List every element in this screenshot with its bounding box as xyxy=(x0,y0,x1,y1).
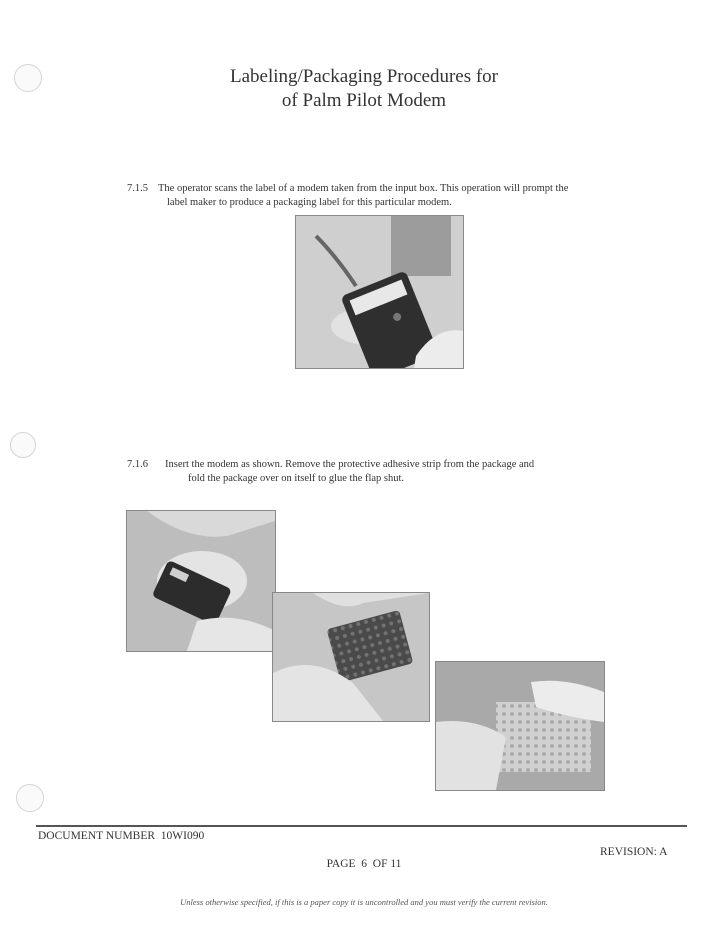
photo-scanning-modem xyxy=(295,215,464,369)
photo-fold-package xyxy=(435,661,605,791)
footer-divider xyxy=(36,825,687,827)
step-text-line-2: fold the package over on itself to glue the flap shut. xyxy=(188,473,405,484)
revision: REVISION: A xyxy=(600,846,668,858)
step-text-line-1: Insert the modem as shown. Remove the protective adhesive strip from the package and xyxy=(165,459,535,470)
page-number: PAGE 6 OF 11 xyxy=(326,858,402,870)
punch-hole-bottom xyxy=(16,784,44,812)
photo-insert-modem xyxy=(126,510,276,652)
step-text-line-2: label maker to produce a packaging label for this particular modem. xyxy=(167,197,452,208)
step-number: 7.1.5 xyxy=(127,183,148,194)
document-number: DOCUMENT NUMBER 10WI090 xyxy=(38,830,205,842)
page-title-line-2: of Palm Pilot Modem xyxy=(281,90,447,111)
step-number: 7.1.6 xyxy=(127,459,148,470)
page-title-line-1: Labeling/Packaging Procedures for xyxy=(229,66,499,87)
punch-hole-middle xyxy=(10,432,36,458)
revision-disclaimer: Unless otherwise specified, if this is a paper copy it is uncontrolled and you must verify the current revision. xyxy=(180,897,548,907)
photo-remove-strip xyxy=(272,592,430,722)
step-text-line-1: The operator scans the label of a modem taken from the input box. This operation will prompt the xyxy=(158,183,569,194)
